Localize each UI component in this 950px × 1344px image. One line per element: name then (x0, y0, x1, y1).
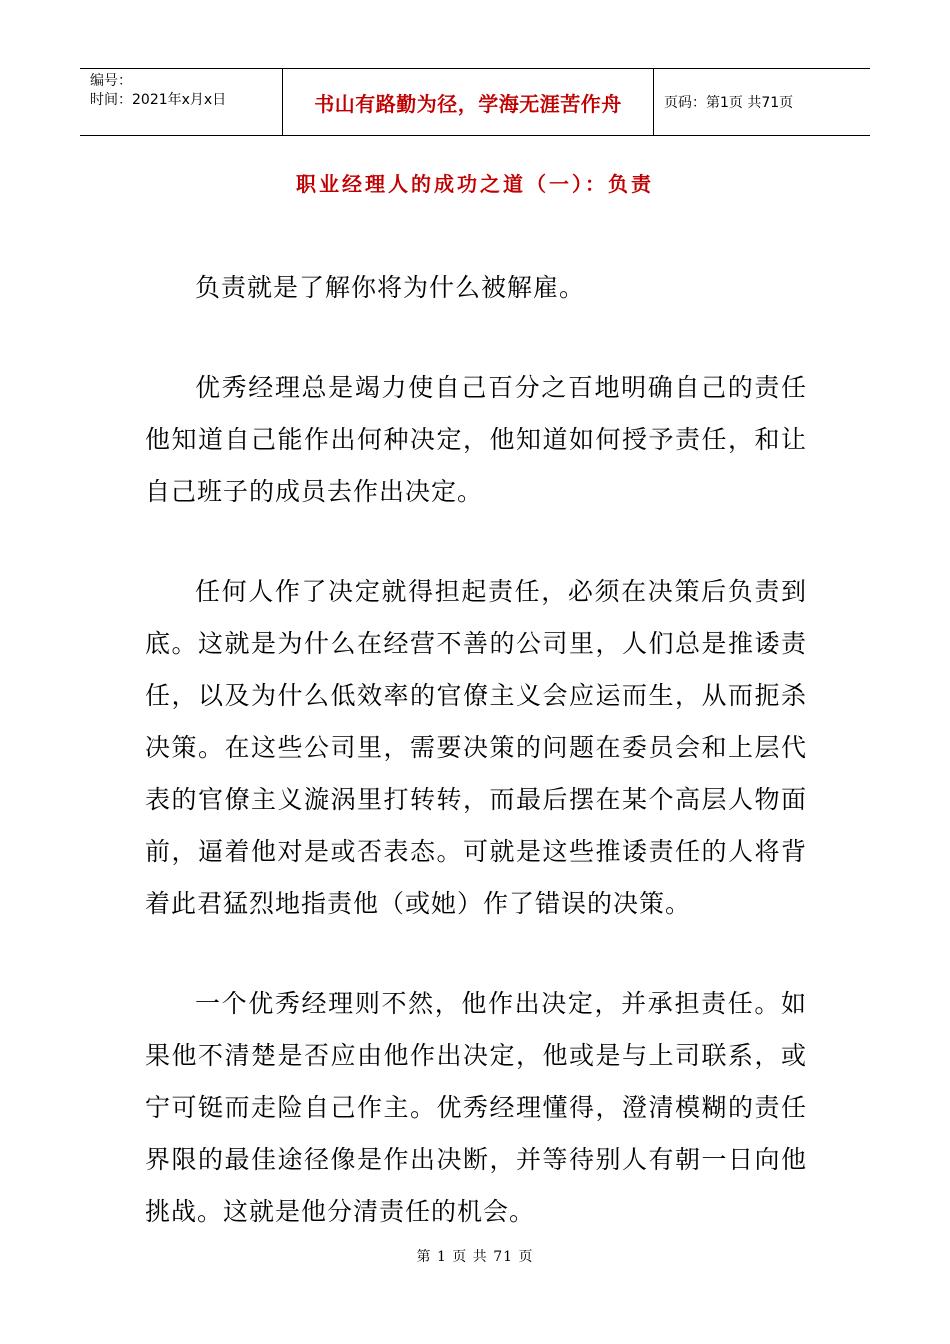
paragraph-3: 任何人作了决定就得担起责任，必须在决策后负责到底。这就是为什么在经营不善的公司里，人们总是推诿责任，以及为什么低效率的官僚主义会应运而生，从而扼杀决策。在这些公司里，需要决策的问题在委员会和上层代表的官僚主义漩涡里打转转，而最后摆在某个高层人物面前，逼着他对是或否表态。可就是这些推诿责任的人将背着此君猛烈地指责他（或她）作了错误的决策。 (145, 577, 807, 918)
header-motto-cell (282, 69, 654, 135)
number-label: 编号： (90, 73, 132, 89)
header-page-cell (654, 69, 870, 135)
document-body (145, 262, 807, 1286)
page-footer: 第 1 页 共 71 页 (416, 1249, 534, 1265)
paragraph-1: 负责就是了解你将为什么被解雇。 (195, 273, 586, 302)
paragraph-2: 优秀经理总是竭力使自己百分之百地明确自己的责任他知道自己能作出何种决定，他知道如何授予责任，和让自己班子的成员去作出决定。 (145, 373, 807, 506)
document-title: 职业经理人的成功之道（一）：负责 (296, 172, 654, 196)
paragraph-4: 一个优秀经理则不然，他作出决定，并承担责任。如果他不清楚是否应由他作出决定，他或是与上司联系，或宁可铤而走险自己作主。优秀经理懂得，澄清模糊的责任界限的最佳途径像是作出决断，并等待别人有朝一日向他挑战。这就是他分清责任的机会。 (145, 989, 807, 1226)
header-motto: 书山有路勤为径，学海无涯苦作舟 (314, 91, 622, 116)
header-table (80, 68, 870, 136)
header-meta-cell (80, 69, 282, 135)
time-label: 时间：2021年x月x日 (90, 92, 227, 108)
header-page-info: 页码：第1页 共71页 (664, 95, 794, 111)
